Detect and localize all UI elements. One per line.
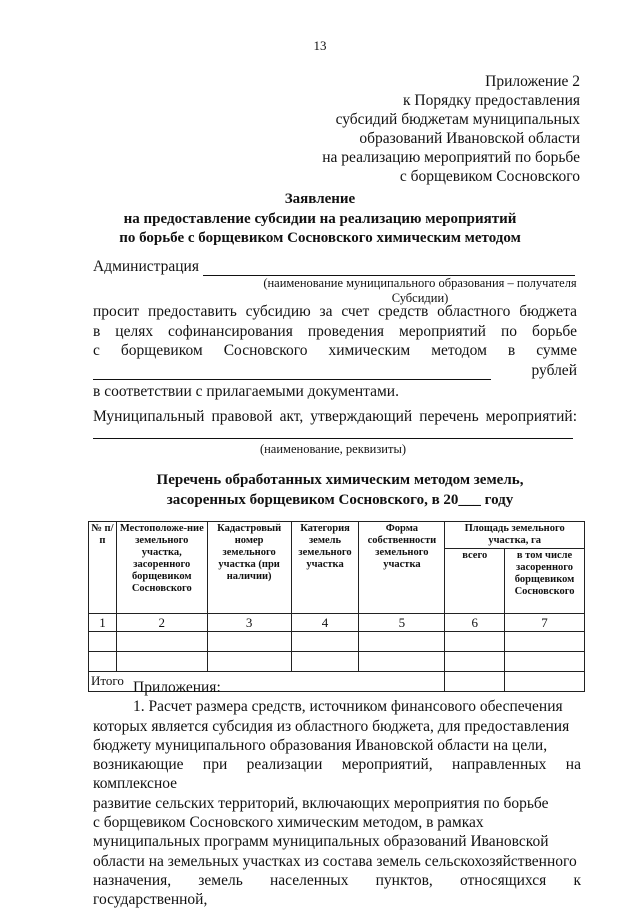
amount-row — [93, 361, 577, 381]
column-number: 7 — [505, 614, 585, 632]
amount-field[interactable] — [93, 365, 491, 380]
word: мероприятий: — [485, 408, 577, 425]
attachment-line: 1. Расчет размера средств, источником финансового обеспечения — [133, 698, 563, 716]
table-cell[interactable] — [291, 632, 359, 652]
table-cell[interactable] — [207, 652, 291, 672]
administration-row — [93, 258, 575, 276]
column-number: 6 — [445, 614, 505, 632]
word: перечень — [419, 408, 479, 425]
table-cell[interactable] — [116, 652, 207, 672]
annex-line: с борщевиком Сосновского — [399, 168, 580, 185]
attachment-line: с борщевиком Сосновского химическим методом, в рамках — [93, 814, 484, 832]
column-numbers-row — [89, 614, 585, 632]
attachment-line: назначения, земель населенных пунктов, относящихся к государственной, — [93, 871, 581, 909]
attachment-line: которых является субсидия из областного бюджета, для предоставления — [93, 717, 570, 735]
attachment-line: муниципальных программ муниципальных образований Ивановской — [93, 833, 549, 851]
column-number: 5 — [359, 614, 445, 632]
table-title-line: засоренных борщевиком Сосновского, в 20___ году — [166, 491, 514, 508]
annex-line: субсидий бюджетам муниципальных — [335, 111, 580, 128]
column-number: 3 — [207, 614, 291, 632]
amount-unit: рублей — [531, 361, 577, 379]
administration-caption: (наименование муниципального образования – получателя Субсидии) — [263, 276, 577, 305]
administration-label: Администрация — [93, 258, 199, 275]
word: счет — [341, 303, 370, 320]
word: проведения — [307, 322, 384, 340]
word: просит — [93, 303, 140, 320]
title-line: на предоставление субсидии на реализацию мероприятий — [123, 210, 517, 227]
attachment-line: развитие сельских территорий, включающих мероприятия по борьбе — [93, 794, 549, 812]
legal-act-paragraph — [93, 407, 577, 427]
annex-reference — [322, 72, 580, 186]
attachment-line: бюджету муниципального образования Ивановской области на цели, — [93, 736, 548, 754]
table-cell[interactable] — [89, 652, 117, 672]
header-area-infested: в том числе засоренного борщевиком Сосновского — [505, 549, 585, 614]
word: правовой — [211, 408, 273, 425]
attachments-section — [93, 678, 581, 910]
request-line-3 — [93, 341, 577, 361]
word: средств — [378, 303, 429, 320]
title-line: Заявление — [284, 191, 356, 207]
word: Муниципальный — [93, 408, 205, 425]
table-cell[interactable] — [291, 652, 359, 672]
column-number: 1 — [89, 614, 117, 632]
word: Сосновского — [223, 342, 308, 359]
request-paragraph — [93, 302, 577, 402]
word: бюджета — [519, 303, 577, 320]
header-ownership-form: Форма собственности земельного участка — [359, 522, 445, 614]
word: мероприятий — [398, 322, 486, 340]
word: по — [500, 322, 517, 340]
annex-line: к Порядку предоставления — [403, 92, 580, 109]
word: за — [319, 303, 333, 320]
table-cell[interactable] — [505, 652, 585, 672]
header-number: № п/п — [89, 522, 117, 614]
word: акт, — [279, 408, 304, 425]
column-number: 4 — [291, 614, 359, 632]
request-line-2 — [93, 322, 577, 342]
table-title-line: Перечень обработанных химическим методом земель, — [156, 472, 524, 488]
table-title — [0, 471, 640, 510]
title-line: по борьбе с борщевиком Сосновского химическим методом — [119, 230, 521, 246]
word: химическим — [328, 342, 411, 359]
document-title — [0, 190, 640, 249]
table-cell[interactable] — [359, 652, 445, 672]
request-line-1 — [93, 302, 577, 322]
header-area-total: всего — [445, 549, 505, 614]
attachment-line: возникающие при реализации мероприятий, направленных на комплексное — [93, 756, 581, 793]
legal-act-field[interactable] — [93, 438, 573, 439]
word: субсидию — [245, 303, 311, 320]
table-cell[interactable] — [116, 632, 207, 652]
total-label: Итого — [89, 672, 445, 692]
word: областного — [437, 303, 511, 320]
word: сумме — [536, 342, 577, 359]
attachments-heading: Приложения: — [133, 679, 221, 696]
word: методом — [431, 342, 487, 359]
attachment-line: области на земельных участках из состава земель сельскохозяйственного — [93, 852, 577, 870]
word: целях — [115, 322, 154, 340]
word: в — [93, 322, 101, 340]
header-location: Местоположе-ние земельного участка, засоренного борщевиком Сосновского — [116, 522, 207, 614]
table-cell[interactable] — [445, 652, 505, 672]
header-cadastral-number: Кадастровый номер земельного участка (при наличии) — [207, 522, 291, 614]
word: в — [507, 342, 516, 359]
table-cell[interactable] — [207, 632, 291, 652]
word: борщевиком — [120, 342, 203, 359]
annex-line: на реализацию мероприятий по борьбе — [322, 149, 580, 166]
request-line-5: в соответствии с прилагаемыми документами. — [93, 383, 399, 400]
word: софинансирования — [168, 322, 293, 340]
header-area-group: Площадь земельного участка, га — [445, 522, 585, 549]
lands-table — [88, 521, 585, 692]
annex-line: Приложение 2 — [485, 73, 580, 90]
table-cell[interactable] — [505, 632, 585, 652]
header-land-category: Категория земель земельного участка — [291, 522, 359, 614]
word: предоставить — [147, 303, 237, 320]
table-cell[interactable] — [359, 632, 445, 652]
annex-line: образований Ивановской области — [359, 130, 580, 147]
table-row — [89, 652, 585, 672]
column-number: 2 — [116, 614, 207, 632]
word: с — [93, 342, 100, 359]
page-number: 13 — [313, 38, 327, 53]
word: борьбе — [531, 322, 577, 340]
word: утверждающий — [310, 408, 413, 425]
legal-act-caption: (наименование, реквизиты) — [259, 442, 407, 456]
legal-act-line — [93, 407, 577, 427]
table-cell[interactable] — [445, 632, 505, 652]
table-row — [89, 632, 585, 652]
table-cell[interactable] — [89, 632, 117, 652]
administration-field[interactable] — [203, 263, 575, 276]
